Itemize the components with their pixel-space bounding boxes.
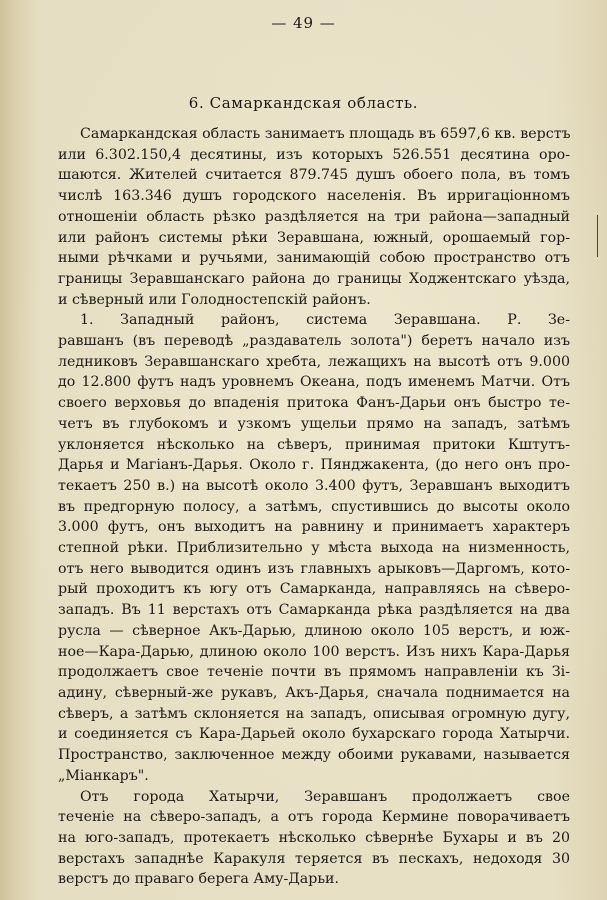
- text-line: 1. Западный районъ, система Зеравшана. Р. Зе-: [80, 312, 570, 329]
- text-line: Пространство, заключенное между обоими рукавами, называется: [58, 747, 570, 764]
- text-line: своего верховья до впаденія притока Фанъ-Дарьи онъ быстро те-: [58, 395, 570, 412]
- text-line: Самаркандская область занимаетъ площадь въ 6597,6 кв. верстъ: [80, 126, 571, 142]
- text-line: отъ него выводится одинъ изъ главныхъ арыковъ—Даргомъ, кото-: [58, 560, 570, 577]
- page-number: — 49 —: [271, 14, 336, 32]
- text-line: „Міанкаръ".: [58, 767, 149, 784]
- text-line: или районъ системы рѣки Зеравшана, южный, орошаемый гор-: [58, 229, 570, 246]
- paragraph: [58, 310, 570, 786]
- text-line: и соединяется съ Кара-Дарьей около бухарскаго города Хатырчи.: [58, 726, 570, 743]
- text-line: продолжаетъ свое теченіе почти въ прямомъ направленіи къ Зі-: [58, 664, 570, 681]
- text-line: русла — сѣверное Акъ-Дарью, длиною около 105 верстъ, и юж-: [58, 622, 570, 639]
- text-line: 3.000 футъ, онъ выходитъ на равнину и принимаетъ характеръ: [58, 519, 570, 536]
- margin-pencil-mark: [597, 215, 598, 257]
- text-line: степной рѣки. Приблизительно у мѣста выхода на низменность,: [58, 540, 570, 557]
- text-line: верстъ до праваго берега Аму-Дарьи.: [58, 871, 340, 888]
- text-line: въ предгорную полосу, а затѣмъ, спустившись до высоты около: [58, 498, 570, 515]
- text-line: уклоняется нѣсколько на сѣверъ, принимая притоки Кштутъ-: [58, 436, 570, 453]
- paragraph: [58, 787, 570, 891]
- text-line: сѣверъ, а затѣмъ склоняется на западъ, описывая огромную дугу,: [58, 705, 570, 722]
- text-line: теченіе на сѣверо-западъ, а отъ города Кермине поворачиваетъ: [58, 809, 570, 826]
- text-line: до 12.800 футъ надъ уровнемъ Океана, подъ именемъ Матчи. Отъ: [58, 374, 570, 391]
- text-line: ное—Кара-Дарью, длиною около 100 верстъ. Изъ нихъ Кара-Дарья: [58, 643, 570, 660]
- paragraph: [58, 124, 570, 310]
- text-line: рый проходитъ къ югу отъ Самарканда, направляясь на сѣверо-: [58, 581, 570, 598]
- text-line: текаетъ 250 в.) на высотѣ около 3.400 футъ, Зеравшанъ выходитъ: [58, 477, 570, 494]
- text-line: или 6.302.150,4 десятины, изъ которыхъ 526.551 десятина оро-: [58, 146, 570, 163]
- text-line: ными рѣчками и ручьями, занимающій собою пространство отъ: [58, 250, 570, 267]
- text-line: Дарья и Магіанъ-Дарья. Около г. Пянджакента, (до него онъ про-: [58, 457, 570, 474]
- text-line: равшанъ (въ переводѣ „раздаватель золота") беретъ начало изъ: [58, 333, 570, 350]
- text-line: на юго-западъ, протекаетъ нѣсколько сѣвернѣе Бухары и въ 20: [58, 829, 570, 846]
- text-line: шаются. Жителей считается 879.745 душъ обоего пола, въ томъ: [58, 167, 570, 184]
- text-line: адину, сѣверный-же рукавъ, Акъ-Дарья, сначала поднимается на: [58, 684, 570, 701]
- page-body-text: [58, 124, 570, 890]
- text-line: отношеніи область рѣзко раздѣляется на три района—западный: [58, 208, 570, 225]
- text-line: границы Зеравшанскаго района до границы Ходжентскаго уѣзда,: [58, 270, 570, 287]
- text-line: верстахъ западнѣе Каракуля теряется въ пескахъ, недоходя 30: [58, 850, 570, 867]
- text-line: западъ. Въ 11 верстахъ отъ Самарканда рѣка раздѣляется на два: [58, 602, 570, 619]
- text-line: четъ въ глубокомъ и узкомъ ущельи прямо на западъ, затѣмъ: [58, 415, 570, 432]
- text-line: ледниковъ Зеравшанскаго хребта, лежащихъ на высотѣ отъ 9.000: [58, 353, 570, 370]
- text-line: Отъ города Хатырчи, Зеравшанъ продолжаетъ свое: [80, 788, 570, 805]
- text-line: и сѣверный или Голодностепскій районъ.: [58, 291, 371, 308]
- text-line: числѣ 163.346 душъ городского населенія. Въ ирригаціонномъ: [58, 188, 570, 205]
- section-title: 6. Самаркандская область.: [188, 94, 419, 112]
